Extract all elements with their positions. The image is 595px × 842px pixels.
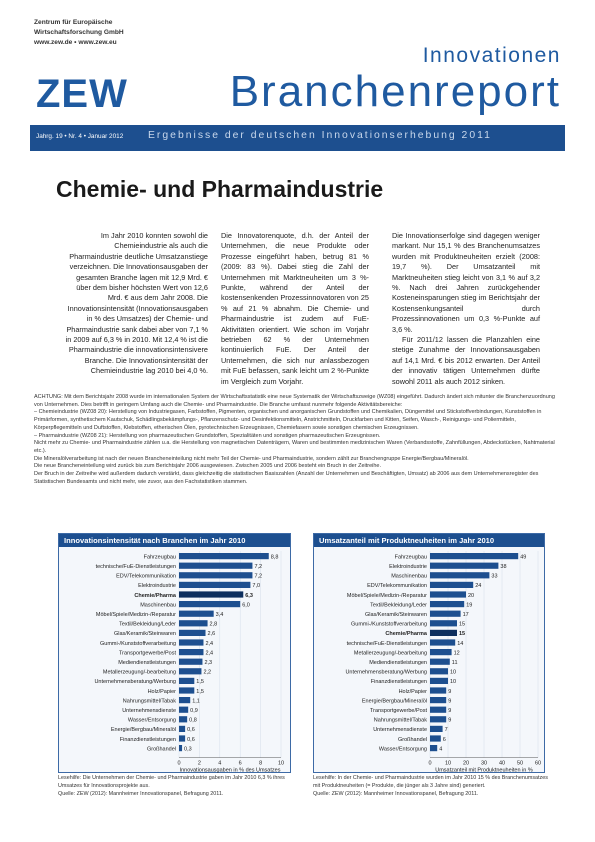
value-label: 2,4 [205, 650, 214, 657]
value-label: 24 [475, 583, 482, 590]
category-label: technische/FuE-Dienstleistungen [346, 640, 427, 647]
category-label: Holz/Papier [398, 688, 427, 695]
article-column-1 [60, 231, 208, 377]
bar [430, 726, 443, 732]
value-label: 2,2 [203, 669, 212, 676]
value-label: 12 [453, 650, 460, 657]
value-label: 2,8 [209, 621, 218, 628]
category-label: Elektroindustrie [389, 564, 427, 570]
chart-innovation-intensity-plot [59, 547, 292, 773]
bar [430, 591, 466, 597]
x-tick-label: 2 [197, 760, 201, 767]
x-tick-label: 0 [177, 760, 181, 767]
bar [179, 563, 252, 569]
bar [430, 611, 461, 617]
bar [430, 582, 473, 588]
x-tick-label: 4 [218, 760, 222, 767]
value-label: 7,2 [254, 573, 263, 580]
category-label: Holz/Papier [147, 688, 176, 695]
chart-title: Innovationsintensität nach Branchen im Jahr 2010 [59, 534, 290, 547]
issue-info: Jahrg. 19 • Nr. 4 • Januar 2012 [36, 133, 124, 140]
bar [430, 716, 446, 722]
bar [179, 745, 182, 751]
x-tick-label: 60 [534, 760, 542, 767]
bar [179, 639, 203, 645]
institute-name-line2: Wirtschaftsforschung GmbH [34, 29, 124, 36]
article-paragraph: Die Innovatorenquote, d.h. der Anteil der Unternehmen, die neue Produkte oder Prozesse eingeführt haben, betrug 81 % (2009: 83 %). Dabei stieg die Zahl der Unternehmen mit Marktneuheiten um 3 %-Punkte, während der Anteil der kostensenkenden Prozessinnovatoren von 25 % auf 21 % abnahm. Die Chemie- und Pharmaindustrie ist zudem auf FuE-Aktivitäten orientiert. Wie schon im Vorjahr betrieben 62 % der Unternehmen kontinuierlich FuE. Der Anteil der Unternehmen, die sich nur anlassbezogen mit FuE befassen, sank leicht um 2 %-Punkte im Vergleich zum Vorjahr. [221, 231, 369, 386]
bar [179, 553, 269, 559]
value-label: 7,0 [252, 583, 261, 590]
bar [430, 630, 457, 636]
x-tick-label: 6 [238, 760, 242, 767]
report-title-top: Innovationen [422, 44, 561, 67]
value-label: 0,6 [187, 727, 195, 734]
bar [179, 716, 187, 722]
value-label: 6,0 [242, 602, 250, 609]
category-label: Transportgewerbe/Post [370, 708, 427, 714]
category-label: Finanzdienstleistungen [370, 679, 427, 686]
bar [179, 620, 208, 626]
category-label: Glas/Keramik/Steinwaren [113, 631, 176, 638]
x-tick-label: 40 [498, 760, 506, 767]
bar [430, 735, 441, 741]
caption-right [313, 775, 551, 798]
category-label: Großhandel [146, 746, 176, 753]
institute-name-line1: Zentrum für Europäische [34, 19, 113, 26]
category-label: Metallerzeugung/-bearbeitung [353, 650, 427, 657]
bar [179, 649, 203, 655]
bar [430, 649, 452, 655]
caption-reading-aid: Lesehilfe: Die Unternehmen der Chemie- und Pharmaindustrie gaben im Jahr 2010 6,3 % ihres Umsatzes für Innovationsprojekte aus. [58, 775, 285, 789]
category-label: Unternehmensberatung/Werbung [94, 679, 176, 686]
category-label: Unternehmensberatung/Werbung [345, 669, 427, 676]
category-label: Unternehmensdienste [373, 727, 427, 734]
value-label: 15 [459, 621, 466, 628]
bar [430, 601, 464, 607]
bar [179, 668, 201, 674]
value-label: 17 [462, 612, 469, 618]
value-label: 2,3 [204, 660, 213, 666]
bar [179, 735, 185, 741]
bar [179, 582, 250, 588]
bar [430, 745, 437, 751]
value-label: 9 [448, 708, 452, 714]
value-label: 0,6 [187, 736, 195, 743]
bar [430, 572, 489, 578]
value-label: 6 [442, 736, 446, 743]
chart-product-novelty-share-plot [314, 547, 546, 773]
x-tick-label: 30 [480, 760, 488, 767]
category-label: Mediendienstleistungen [369, 660, 427, 666]
category-label: Chemie/Pharma [134, 592, 176, 599]
chart-title: Umsatzanteil mit Produktneuheiten im Jahr 2010 [314, 534, 544, 547]
category-label: Transportgewerbe/Post [119, 650, 176, 657]
value-label: 33 [491, 573, 498, 580]
bar [430, 639, 455, 645]
value-label: 8,8 [270, 554, 279, 561]
bar [430, 563, 498, 569]
category-label: Mediendienstleistungen [118, 660, 176, 666]
category-label: Maschinenbau [140, 602, 176, 609]
value-label: 7 [444, 727, 448, 734]
category-label: Großhandel [397, 736, 427, 743]
x-tick-label: 50 [516, 760, 524, 767]
category-label: Nahrungsmittel/Tabak [373, 717, 427, 724]
bar [179, 659, 202, 665]
category-label: Fahrzeugbau [394, 554, 427, 561]
category-label: Elektroindustrie [138, 583, 176, 590]
bar [179, 572, 252, 578]
bar [179, 601, 240, 607]
note-paragraph: Die Mineralölverarbeitung ist nach der neuen Brancheneinteilung nicht mehr Teil der Chemie- und Pharmaindustrie, sondern zählt zur Branchengruppe Energie/Bergbau/Mineralöl. [34, 455, 469, 462]
value-label: 11 [451, 660, 458, 666]
article-column-3 [392, 231, 540, 387]
caption-reading-aid: Lesehilfe: In der Chemie- und Pharmaindustrie wurden im Jahr 2010 15 % des Branchenumsatzes mit Produktneuheiten (= Produkte, die jünger als 3 Jahre sind) generiert. [313, 775, 548, 789]
value-label: 14 [457, 640, 464, 647]
report-title-main: Branchenreport [229, 67, 561, 116]
x-axis-title: Umsatzanteil mit Produktneuheiten in % [435, 767, 533, 773]
category-label: EDV/Telekommunikation [367, 583, 427, 590]
category-label: Metallerzeugung/-bearbeitung [102, 669, 176, 676]
article-paragraph: Für 2011/12 lassen die Planzahlen eine stetige Zunahme der Innovationsausgaben auf 14,1 Mrd. € bis 2012 erwarten. Der Anteil der innovativ tätigen Unternehmen dürfte sowohl 2011 als auch 2012 sinken. [392, 335, 540, 386]
article-paragraph: Im Jahr 2010 konnten sowohl die Chemieindustrie als auch die Pharmaindustrie deutliche Umsatzanstiege verzeichnen. Die Innovationsausgaben der gesamten Branche lagen mit 12,9 Mrd. € über dem bisher höchsten Wert von 12,6 Mrd. € aus dem Jahr 2008. Die Innovationsintensität (Innovationsausgaben in % des Umsatzes) der Chemie- und Pharmaindustrie sank dabei aber von 7,1 % in 2009 auf 6,3 % in 2010. Mit 12,4 % ist die Pharmaindustrie die innovationsintensivere Branche. Die Innovationsintensität der Chemieindustrie lag 2010 bei 4,0 %. [65, 231, 208, 376]
category-label: Finanzdienstleistungen [119, 736, 176, 743]
institute-urls: www.zew.de • www.zew.eu [34, 39, 117, 46]
category-label: Gummi-/Kunststoffverarbeitung [350, 621, 427, 628]
value-label: 1,5 [196, 688, 204, 695]
category-label: Gummi-/Kunststoffverarbeitung [99, 640, 176, 647]
category-label: Nahrungsmittel/Tabak [122, 698, 176, 705]
value-label: 38 [500, 564, 507, 570]
value-label: 0,3 [184, 746, 192, 753]
report-tagline: Ergebnisse der deutschen Innovationserhebung 2011 [148, 130, 492, 141]
category-label: technische/FuE-Dienstleistungen [95, 564, 176, 570]
value-label: 2,4 [205, 640, 214, 647]
value-label: 1,1 [192, 698, 200, 705]
value-label: 10 [450, 669, 457, 676]
category-label: Möbel/Spiele/Medizin-/Reparatur [346, 592, 427, 599]
value-label: 7,2 [254, 564, 263, 570]
bar [430, 668, 448, 674]
x-tick-label: 8 [259, 760, 263, 767]
note-paragraph: Die neue Brancheneinteilung wird zurück bis zum Berichtsjahr 2006 ausgewiesen. Zwischen 2005 und 2006 besteht ein Bruch in der Zeitreihe. [34, 463, 382, 470]
article-paragraph: Die Innovationserfolge sind dagegen weniger markant. Nur 15,1 % des Branchenumsatzes wurden mit Produktneuheiten erzielt (2008: 19,7 %). Der Umsatzanteil mit Marktneuheiten stieg leicht von 3,1 % auf 3,2 %. Nach drei Jahren zurückgehender Kosteneinsparungen stieg im Berichtsjahr der Kostensenkungsanteil durch Prozessinnovationen um 0,3 %-Punkte auf 3,6 %. [392, 231, 540, 334]
category-label: Wasser/Entsorgung [127, 717, 176, 724]
x-tick-label: 0 [428, 760, 432, 767]
x-axis-title: Innovationsausgaben in % des Umsatzes [179, 767, 281, 773]
value-label: 9 [448, 717, 452, 724]
note-paragraph: – Chemieindustrie (WZ08 20): Herstellung von Industriegasen, Farbstoffen, Pigmenten, organischen und anorganischen Grundstoffen und Chemikalien, Düngemittel und Stickstoffverbindungen, Kunststoffen in Primärformen, synthetischem Kautschuk, Schädlingsbekämpfungs-, Pflanzenschutz- und Desinfektionsmitteln, Anstrichmitteln, Druckfarben und Kitten, Seifen, Wasch-, Reinigungs- und Poliermitteln, Körperpflegemitteln und Duftstoffen, Klebstoffen, etherischen Ölen, pyrotechnischen Erzeugnissen, Chemiefasern sowie sonstigen chemischen Erzeugnissen. [34, 409, 542, 431]
value-label: 9 [448, 698, 452, 705]
value-label: 19 [466, 602, 473, 609]
value-label: 1,5 [196, 679, 204, 686]
category-label: Unternehmensdienste [122, 708, 176, 714]
value-label: 0,9 [190, 708, 198, 714]
note-paragraph: Der Bruch in der Zeitreihe wird außerdem dadurch verstärkt, dass gleichzeitig die statistischen Basiszahlen (Anzahl der Unternehmen und Beschäftigten, Umsatz) ab 2006 aus dem Unternehmensregister des Statistischen Bundesamts und nicht mehr, wie zuvor, aus den Fachstatistiken stammen. [34, 471, 539, 485]
x-tick-label: 10 [277, 760, 285, 767]
value-label: 49 [520, 554, 527, 561]
category-label: Energie/Bergbau/Mineralöl [110, 727, 176, 734]
note-paragraph: ACHTUNG: Mit dem Berichtsjahr 2008 wurde im internationalen System der Wirtschaftsstatistik eine neue Systematik der Wirtschaftszweige (WZ08) eingeführt. Dadurch ändert sich mitunter die Branchenzuordnung von Unternehmen. Dies betrifft in geringem Umfang auch die Chemie- und Pharmaindustrie. Die Branche umfasst nunmehr folgende Aktivitätsbereiche: [34, 394, 555, 408]
value-label: 20 [468, 592, 475, 599]
bar [430, 707, 446, 713]
value-label: 6,3 [245, 592, 253, 599]
chart-product-novelty-share [313, 533, 545, 773]
value-label: 10 [450, 679, 457, 686]
note-paragraph: Nicht mehr zu Chemie- und Pharmaindustrie zählen u.a. die Herstellung von magnetischen Datenträgern, Waren und bestimmten medizinischen Waren (Verbandsstoffe, Zahnfüllungen, Abdeckstücken, Nahtmaterial etc.). [34, 440, 555, 454]
zew-logo: ZEW [36, 72, 128, 116]
category-label: Glas/Keramik/Steinwaren [364, 612, 427, 618]
bar [179, 678, 194, 684]
caption-left [58, 775, 298, 798]
bar [430, 687, 446, 693]
article-title: Chemie- und Pharmaindustrie [56, 176, 384, 202]
institute-address [34, 18, 124, 48]
bar [179, 687, 194, 693]
note-paragraph: – Pharmaindustrie (WZ08 21): Herstellung von pharmazeutischen Grundstoffen, Spezialitäten und sonstigen pharmazeutischen Erzeugnissen. [34, 432, 381, 439]
category-label: Textil/Bekleidung/Leder [370, 602, 427, 609]
article-column-2 [221, 231, 369, 387]
caption-source: Quelle: ZEW (2012): Mannheimer Innovationspanel, Befragung 2011. [58, 790, 224, 797]
category-label: EDV/Telekommunikation [116, 573, 176, 580]
value-label: 3,4 [215, 612, 224, 618]
category-label: Textil/Bekleidung/Leder [119, 621, 176, 628]
bar [179, 726, 185, 732]
bar [430, 620, 457, 626]
bar [430, 697, 446, 703]
bar [430, 678, 448, 684]
chart-innovation-intensity [58, 533, 291, 773]
category-label: Möbel/Spiele/Medizin-/Reparatur [95, 612, 176, 618]
category-label: Wasser/Entsorgung [378, 746, 427, 753]
bar [430, 659, 450, 665]
caption-source: Quelle: ZEW (2012): Mannheimer Innovationspanel, Befragung 2011. [313, 790, 479, 797]
bar [430, 553, 518, 559]
value-label: 2,6 [207, 631, 216, 638]
category-label: Chemie/Pharma [385, 631, 427, 638]
category-label: Energie/Bergbau/Mineralöl [361, 698, 427, 705]
bar [179, 630, 206, 636]
bar [179, 591, 243, 597]
value-label: 0,8 [189, 717, 197, 724]
value-label: 9 [448, 688, 452, 695]
x-tick-label: 10 [444, 760, 452, 767]
category-label: Maschinenbau [391, 573, 427, 580]
category-label: Fahrzeugbau [143, 554, 176, 561]
bar [179, 707, 188, 713]
methodology-notes [34, 394, 564, 486]
bar [179, 611, 214, 617]
x-tick-label: 20 [462, 760, 470, 767]
bar [179, 697, 190, 703]
value-label: 15 [459, 631, 466, 638]
value-label: 4 [439, 746, 443, 753]
